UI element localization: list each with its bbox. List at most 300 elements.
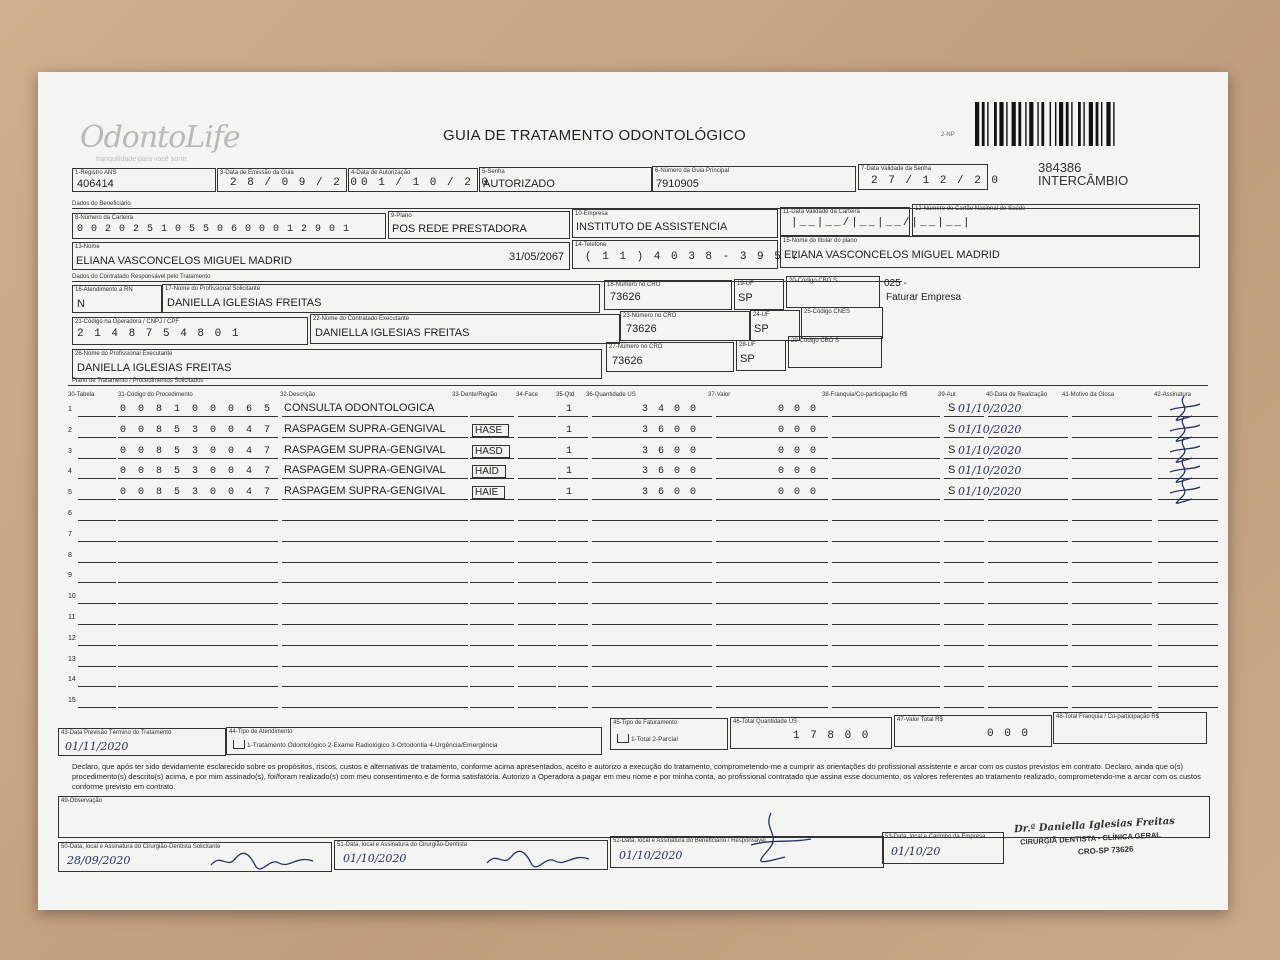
validade-carteira-field[interactable] [780,207,972,236]
cell-line [118,637,278,646]
cell-line [592,637,712,646]
cell-line [1072,408,1152,417]
uf-prof-value: SP [740,353,755,365]
cell-line [282,658,468,667]
plano-field[interactable] [388,211,570,239]
cell-line [518,678,556,687]
cell-line [518,512,556,521]
cell-line [78,574,116,583]
valor-total-field[interactable] [894,715,1052,747]
prof-solicitante-field[interactable] [162,284,600,313]
cell-line [832,491,940,500]
guia-principal-label: 6-Número da Guia Principal [655,168,730,174]
total-us-field[interactable] [730,717,892,749]
procedure-valor: 0 0 0 [778,445,819,457]
cell-line [470,678,514,687]
row-number: 9 [68,572,72,580]
cell-line [716,574,828,583]
stamp-cro: CRO-SP 73626 [1077,844,1134,857]
procedure-row[interactable] [68,548,1218,566]
data-autorizacao-value: 0 1 / 1 0 / 2 0 [361,177,491,189]
procedure-us: 3 6 0 0 [642,487,699,499]
cell-line [1072,512,1152,521]
procedure-qtd: 1 [566,445,575,457]
signature-solicitante-field[interactable] [58,842,332,872]
procedure-header: 41-Motivo da Glosa [1062,392,1115,398]
cell-line [592,616,712,625]
cell-line [988,616,1068,625]
cell-line [592,574,712,583]
contratado-exec-label: 22-Nome do Contratado Executante [313,316,410,322]
tipo-faturamento-options: 1-Total 2-Parcial [631,736,678,743]
barcode-bar [994,102,997,146]
uf-prof-label: 28-UF [739,342,756,348]
cell-line [470,595,514,604]
cell-line [518,450,556,459]
cell-line [518,574,556,583]
total-franquia-field[interactable] [1053,712,1207,744]
previsao-termino-value: 01/11/2020 [65,740,129,753]
cell-line [518,699,556,708]
section-contratado: Dados do Contratado Responsável pelo Tratamento [72,274,211,280]
cell-line [78,616,116,625]
cell-line [988,533,1068,542]
signature-solicitante-date: 28/09/2020 [67,854,131,867]
observacao-label: 49-Observação [61,798,103,804]
cell-line [1072,533,1152,542]
cell-line [716,554,828,563]
prof-executante-field[interactable] [72,349,602,379]
cro-prof-label: 27-Número no CRO [609,344,663,350]
barcode-bar [1006,102,1007,146]
tipo-atendimento-options: 1-Tratamento Odontológico 2-Exame Radiológico 3-Ortodontia 4-Urgência/Emergência [247,742,498,749]
procedure-us: 3 4 0 0 [642,404,699,415]
procedure-code: 0 0 8 5 3 0 0 4 7 [120,424,274,436]
cell-line [1072,554,1152,563]
empresa-field[interactable] [572,209,778,238]
cell-line [518,491,556,500]
contratado-exec-value: DANIELLA IGLESIAS FREITAS [315,327,470,339]
procedure-us: 3 6 0 0 [642,424,699,436]
procedure-row[interactable] [68,444,1218,462]
procedure-region: HASE [472,424,509,437]
cro-exec-field[interactable] [620,311,750,341]
cell-line [470,408,514,417]
row-number: 3 [68,447,72,455]
validade-carteira-ticks: |__|__/|__|__/|__|__| [791,217,972,229]
validade-senha-value: 2 7 / 1 2 / 2 0 [871,175,1001,187]
section-beneficiario: Dados do Beneficiário [72,201,131,207]
cell-line [558,533,588,542]
form-title: GUIA DE TRATAMENTO ODONTOLÓGICO [443,127,746,144]
cell-line [558,574,588,583]
procedure-row[interactable] [68,610,1218,628]
signature-beneficiario-scribble [741,809,821,871]
procedure-row[interactable] [68,631,1218,649]
cell-line [558,512,588,521]
cell-line [716,512,828,521]
cro-prof-field[interactable] [606,342,734,372]
barcode-bar [1018,102,1021,146]
prof-solicitante-label: 17-Nome do Profissional Solicitante [165,286,261,292]
procedure-row[interactable] [68,652,1218,670]
procedure-signature [1164,477,1204,507]
cell-line [832,408,940,417]
procedure-code: 0 0 8 5 3 0 0 4 7 [120,487,274,499]
procedure-row[interactable] [68,402,1218,420]
valor-total-label: 47-Valor Total R$ [897,717,943,723]
signature-executante-field[interactable] [334,840,608,870]
cbo-prof-label: 29-Código CBO S [791,338,840,344]
procedure-qtd: 1 [566,424,575,436]
cell-line [470,554,514,563]
barcode-bar [1012,102,1016,146]
row-number: 7 [68,530,72,538]
cell-line [832,450,940,459]
tipo-atendimento-label: 44-Tipo de Atendimento [229,729,293,735]
row-number: 5 [68,489,72,497]
cell-line [78,450,116,459]
cell-line [832,616,940,625]
barcode-bar [1025,102,1026,146]
empresa-label: 10-Empresa [575,211,608,217]
procedure-us: 3 6 0 0 [642,466,699,478]
procedure-data-realizacao: 01/10/2020 [958,443,1022,457]
cell-line [944,512,984,521]
procedure-code: 0 0 8 5 3 0 0 4 7 [120,445,274,457]
validade-senha-field[interactable] [858,164,1001,190]
cell-line [1158,512,1218,521]
cell-line [1072,574,1152,583]
cell-line [832,470,940,479]
cell-line [1158,658,1218,667]
cell-line [944,595,984,604]
cell-line [118,678,278,687]
senha-value: AUTORIZADO [483,178,555,190]
procedure-header: 31-Código do Procedimento [118,392,193,398]
cnes-label: 25-Código CNES [804,309,851,315]
data-autorizacao-field[interactable] [348,168,491,192]
cell-line [518,429,556,438]
cell-line [716,658,828,667]
cro-prof-value: 73626 [612,355,643,367]
procedure-row[interactable] [68,568,1218,586]
odontolife-logo: OdontoLife [80,120,240,155]
procedure-data-realizacao: 01/10/2020 [958,422,1022,436]
cell-line [78,512,116,521]
procedure-row[interactable] [68,464,1218,482]
cell-line [1072,491,1152,500]
cell-line [558,637,588,646]
cell-line [558,595,588,604]
numero-carteira-field[interactable] [72,213,386,239]
barcode-bar [1101,102,1102,146]
cell-line [944,658,984,667]
procedure-aut: S [948,443,956,456]
cell-line [78,595,116,604]
cell-line [282,574,468,583]
form-paper [38,72,1228,910]
previsao-termino-field[interactable] [58,728,226,756]
tipo-faturamento-field[interactable] [610,718,728,750]
cell-line [78,658,116,667]
barcode-bar [1050,102,1051,146]
procedure-header: 36-Quantidade US [586,392,636,398]
procedure-row[interactable] [68,672,1218,690]
empresa-carimbo-field[interactable] [882,832,1004,864]
cell-line [78,637,116,646]
cell-line [1158,637,1218,646]
procedure-valor: 0 0 0 [778,466,819,478]
procedure-description: CONSULTA ODONTOLOGICA [284,402,435,414]
cell-line [988,699,1068,708]
plano-value: POS REDE PRESTADORA [392,223,527,235]
uf-prof-field[interactable] [736,340,786,371]
barcode-bar [1078,102,1081,146]
tipo-atendimento-checkbox[interactable] [233,740,245,749]
cell-line [470,574,514,583]
registro-ans-field[interactable] [72,168,216,192]
telefone-field[interactable] [572,240,801,269]
signature-executante-label: 51-Data, local e Assinatura do Cirurgião-Dentista [337,842,468,848]
cbo-note-faturar: Faturar Empresa [886,292,962,303]
procedure-header: 35-Qtd [556,392,575,398]
cell-line [1072,658,1152,667]
cell-line [282,678,468,687]
procedure-valor: 0 0 0 [778,404,819,415]
cell-line [988,637,1068,646]
cbo-note-code: 025 - [884,278,907,289]
cell-line [1158,678,1218,687]
cell-line [832,512,940,521]
numero-carteira-label: 8-Número da Carteira [75,215,134,221]
cnes-field[interactable] [801,307,883,339]
cell-line [470,533,514,542]
cell-line [1158,574,1218,583]
barcode [975,102,1165,146]
cro-sol-field[interactable] [604,280,732,310]
cell-line [118,699,278,708]
cell-line [988,658,1068,667]
prof-executante-label: 26-Nome do Profissional Executante [75,351,173,357]
row-number: 6 [68,510,72,517]
procedure-row[interactable] [68,423,1218,441]
cell-line [282,637,468,646]
cell-line [518,408,556,417]
total-us-label: 46-Total Quantidade US [733,719,798,725]
cell-line [988,554,1068,563]
procedure-header: 30-Tabela [68,392,95,398]
cbo-sol-field[interactable] [786,276,880,308]
codigo-operadora-value: 2 1 4 8 7 5 4 8 0 1 [77,328,241,340]
total-us-value: 1 7 8 0 0 [793,730,871,742]
cell-line [282,554,468,563]
data-emissao-field[interactable] [217,168,360,192]
atendimento-rn-field[interactable] [72,285,162,313]
registro-ans-label: 1-Registro ANS [75,170,117,176]
signature-beneficiario-field[interactable] [610,836,884,868]
cell-line [1072,595,1152,604]
tipo-atendimento-field[interactable] [226,727,602,755]
validade-senha-label: 7-Data Validade da Senha [861,166,931,172]
atendimento-rn-value: N [77,298,85,310]
barcode-bar [1071,102,1072,146]
cell-line [558,699,588,708]
procedure-row[interactable] [68,693,1218,711]
cell-line [592,699,712,708]
row-number: 11 [68,614,76,621]
cell-line [716,678,828,687]
barcode-bar [1029,102,1033,146]
guia-principal-field[interactable] [652,166,856,192]
cell-line [282,699,468,708]
barcode-bar [1041,102,1044,146]
procedure-qtd: 1 [566,404,575,415]
titular-field[interactable] [780,236,1200,268]
data-emissao-value: 2 8 / 0 9 / 2 0 [230,177,360,189]
cbo-sol-label: 20-Código CBO S [789,278,838,284]
cell-line [944,533,984,542]
stamp-specialty: CIRURGIÃ DENTISTA - CLÍNICA GERAL [1019,830,1162,847]
procedure-qtd: 1 [566,487,575,499]
row-number: 8 [68,551,72,559]
cell-line [518,637,556,646]
cell-line [988,574,1068,583]
barcode-bar [1089,102,1093,146]
procedure-header: 34-Face [516,392,539,398]
procedure-code: 0 0 8 1 0 0 0 6 5 [120,404,274,415]
cell-line [592,658,712,667]
tipo-faturamento-checkbox[interactable] [617,734,629,743]
cell-line [592,533,712,542]
row-number: 13 [68,655,76,663]
data-autorizacao-label: 4-Data de Autorização [351,170,411,176]
nome-field[interactable] [72,242,570,270]
cbo-prof-field[interactable] [788,336,882,368]
cell-line [716,595,828,604]
cell-line [832,678,940,687]
row-number: 1 [68,406,72,413]
cell-line [78,491,116,500]
procedure-header: 40-Data de Realização [986,392,1048,398]
guia-principal-value: 7910905 [656,178,699,190]
declaration-text: Declaro, que após ter sido devidamente esclarecido sobre os propósitos, riscos, custos e alternativas de tratamento, conforme acima apresentados, aceito e autorizo a execução do tratamento, comprometendo-me a cumprir as orientações do profissional assistente e arcar com os custos previstos em contrato. Declaro, ainda que o(s) procedimento(s) descrito(s) acima, e por mim assinado(s), foi/foram realizado(s) com meu consentimento e de forma satisfatória. Autorizo a Operadora a pagar em meu nome e por minha conta, ao profissional contratado que assina esse documento, os valores referentes ao tratamento realizado, comprometendo-me a arcar com os custos conforme previsto em contrato. [72,762,1201,791]
nascimento-value: 31/05/2067 [509,251,565,263]
cell-line [592,678,712,687]
procedure-header: 33-Dente/Região [452,392,498,398]
barcode-bar [1096,102,1099,146]
signature-executante-date: 01/10/2020 [343,852,407,865]
cell-line [282,616,468,625]
cell-line [470,616,514,625]
barcode-bar [1113,102,1114,146]
cell-line [832,595,940,604]
cell-line [1158,616,1218,625]
procedure-data-realizacao: 01/10/2020 [958,485,1022,499]
logo-tagline: tranquilidade para você sorrir [96,156,187,163]
cell-line [1158,554,1218,563]
uf-sol-field[interactable] [734,279,784,310]
senha-field[interactable] [479,167,652,192]
cell-line [118,512,278,521]
atendimento-rn-label: 16-Atendimento a RN [75,287,133,293]
procedure-aut: S [948,485,956,498]
cartao-nacional-label: 12-Número do Cartão Nacional de Saúde [915,206,1026,212]
procedure-region: HASD [472,445,510,458]
row-number: 15 [68,697,76,705]
cell-line [1072,616,1152,625]
cell-line [118,595,278,604]
codigo-operadora-field[interactable] [72,317,308,345]
cell-line [832,574,940,583]
signature-beneficiario-label: 52-Data, local e Assinatura do Beneficiário / Responsável [613,838,766,844]
procedure-row[interactable] [68,506,1218,524]
uf-sol-value: SP [738,292,753,304]
intercambio-label: INTERCÂMBIO [1038,173,1129,188]
procedure-header: 32-Descrição [280,392,316,398]
procedure-row[interactable] [68,589,1218,607]
barcode-bar [999,102,1003,146]
cell-line [832,429,940,438]
cell-line [558,658,588,667]
barcode-bar [1066,102,1069,146]
contratado-exec-field[interactable] [310,314,620,344]
cell-line [118,658,278,667]
procedure-region: HAID [472,465,506,478]
form-code: 2-NP [941,132,955,138]
procedure-row[interactable] [68,527,1218,545]
procedure-aut: S [948,402,956,414]
procedure-data-realizacao: 01/10/2020 [958,402,1022,415]
cro-exec-value: 73626 [626,323,657,335]
cell-line [716,533,828,542]
cell-line [1072,637,1152,646]
procedure-row[interactable] [68,485,1218,503]
procedure-description: RASPAGEM SUPRA-GENGIVAL [284,485,446,498]
barcode-bar [982,102,985,146]
cell-line [832,658,940,667]
prof-executante-value: DANIELLA IGLESIAS FREITAS [77,362,232,374]
cell-line [118,616,278,625]
empresa-value: INSTITUTO DE ASSISTENCIA [576,221,728,233]
cell-line [78,429,116,438]
row-number: 2 [68,426,72,434]
procedure-region: HAIE [472,486,505,499]
cartao-nacional-field[interactable] [912,204,1200,236]
procedure-aut: S [948,464,956,477]
signature-solicitante-label: 50-Data, local e Assinatura do Cirurgião-Dentista Solicitante [61,844,221,850]
plano-label: 9-Plano [391,213,412,219]
cell-line [716,699,828,708]
procedure-valor: 0 0 0 [778,424,819,436]
cell-line [944,678,984,687]
cell-line [518,616,556,625]
cell-line [518,554,556,563]
procedure-description: RASPAGEM SUPRA-GENGIVAL [284,443,446,456]
cell-line [1158,595,1218,604]
cell-line [944,554,984,563]
cell-line [944,699,984,708]
procedure-qtd: 1 [566,466,575,478]
cell-line [78,699,116,708]
cell-line [944,574,984,583]
procedure-description: RASPAGEM SUPRA-GENGIVAL [284,464,446,477]
barcode-bar [1037,102,1038,146]
empresa-carimbo-label: 53-Data, local e Carimbo da Empresa [885,834,986,840]
cell-line [988,512,1068,521]
cell-line [832,533,940,542]
cell-line [118,533,278,542]
